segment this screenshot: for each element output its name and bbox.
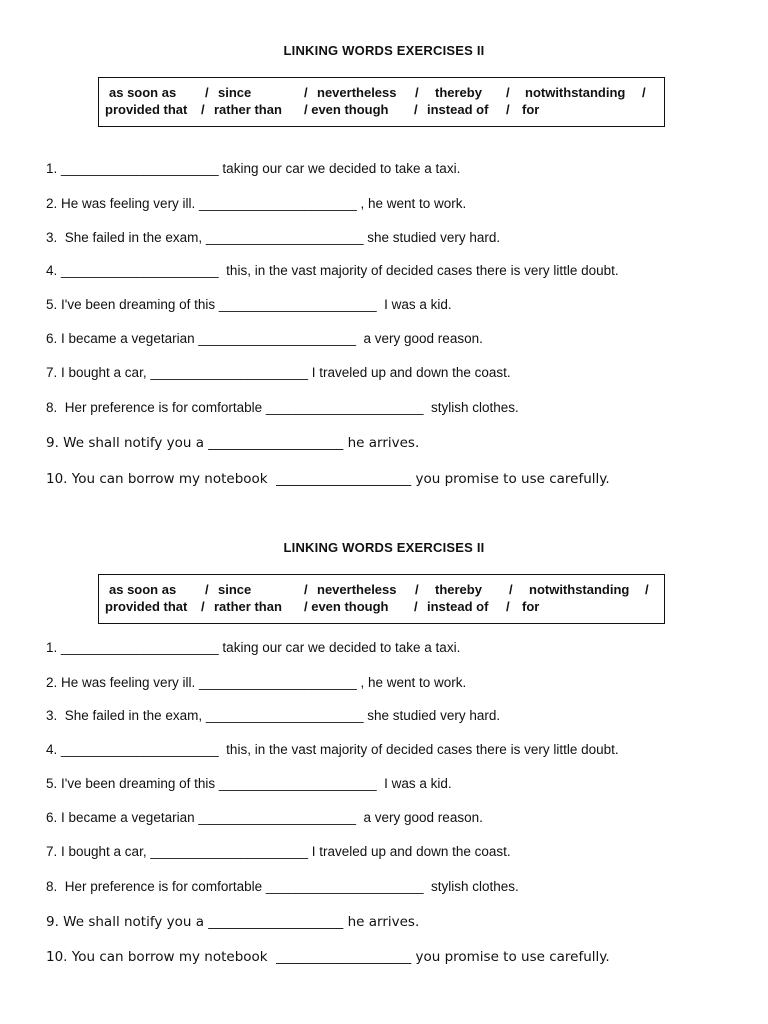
word-bank-word: since bbox=[218, 582, 252, 597]
word-bank-word: instead of bbox=[427, 599, 489, 614]
section-title: LINKING WORDS EXERCISES II bbox=[283, 43, 485, 58]
word-bank-word: notwithstanding bbox=[529, 582, 630, 597]
word-bank-separator: / bbox=[414, 102, 418, 117]
word-bank-row-2 bbox=[99, 599, 664, 616]
word-bank-separator: / bbox=[506, 599, 510, 614]
question-1: 1. _____________________ taking our car we decided to take a taxi. bbox=[46, 640, 461, 655]
word-bank-separator: / bbox=[304, 85, 308, 100]
word-bank-word: for bbox=[522, 102, 540, 117]
word-bank-word: since bbox=[218, 85, 252, 100]
word-bank-word: nevertheless bbox=[317, 85, 397, 100]
word-bank-word: notwithstanding bbox=[525, 85, 626, 100]
word-bank-row-1 bbox=[99, 85, 664, 102]
word-bank-word: for bbox=[522, 599, 540, 614]
word-bank-box bbox=[98, 574, 665, 624]
word-bank-separator: / bbox=[509, 582, 513, 597]
word-bank-box bbox=[98, 77, 665, 127]
question-3: 3. She failed in the exam, _____________________ she studied very hard. bbox=[46, 230, 501, 245]
word-bank-word: provided that bbox=[105, 102, 188, 117]
word-bank-word: / even though bbox=[304, 599, 389, 614]
word-bank-separator: / bbox=[201, 599, 205, 614]
word-bank-word: as soon as bbox=[109, 85, 177, 100]
word-bank-word: rather than bbox=[214, 102, 282, 117]
question-1: 1. _____________________ taking our car we decided to take a taxi. bbox=[46, 161, 461, 176]
question-8: 8. Her preference is for comfortable _____________________ stylish clothes. bbox=[46, 400, 519, 415]
question-4: 4. _____________________ this, in the vast majority of decided cases there is very little doubt. bbox=[46, 263, 619, 278]
word-bank-separator: / bbox=[642, 85, 646, 100]
section-title: LINKING WORDS EXERCISES II bbox=[283, 540, 485, 555]
question-10: 10. You can borrow my notebook ____________________ you promise to use carefully. bbox=[46, 471, 610, 487]
word-bank-word: rather than bbox=[214, 599, 282, 614]
word-bank-separator: / bbox=[201, 102, 205, 117]
word-bank-separator: / bbox=[506, 85, 510, 100]
word-bank-word: provided that bbox=[105, 599, 188, 614]
question-5: 5. I've been dreaming of this _____________________ I was a kid. bbox=[46, 776, 452, 791]
question-7: 7. I bought a car, _____________________ I traveled up and down the coast. bbox=[46, 365, 511, 380]
question-6: 6. I became a vegetarian _____________________ a very good reason. bbox=[46, 331, 483, 346]
question-3: 3. She failed in the exam, _____________________ she studied very hard. bbox=[46, 708, 501, 723]
word-bank-separator: / bbox=[415, 85, 419, 100]
word-bank-word: nevertheless bbox=[317, 582, 397, 597]
question-8: 8. Her preference is for comfortable _____________________ stylish clothes. bbox=[46, 879, 519, 894]
word-bank-separator: / bbox=[205, 85, 209, 100]
word-bank-word: thereby bbox=[435, 582, 482, 597]
word-bank-row-2 bbox=[99, 102, 664, 119]
word-bank-separator: / bbox=[506, 102, 510, 117]
word-bank-separator: / bbox=[415, 582, 419, 597]
question-2: 2. He was feeling very ill. _____________________ , he went to work. bbox=[46, 196, 467, 211]
word-bank-word: instead of bbox=[427, 102, 489, 117]
word-bank-word: / even though bbox=[304, 102, 389, 117]
question-5: 5. I've been dreaming of this _____________________ I was a kid. bbox=[46, 297, 452, 312]
word-bank-separator: / bbox=[645, 582, 649, 597]
question-4: 4. _____________________ this, in the vast majority of decided cases there is very little doubt. bbox=[46, 742, 619, 757]
question-9: 9. We shall notify you a ____________________ he arrives. bbox=[46, 914, 420, 930]
word-bank-row-1 bbox=[99, 582, 664, 599]
word-bank-separator: / bbox=[304, 582, 308, 597]
question-7: 7. I bought a car, _____________________ I traveled up and down the coast. bbox=[46, 844, 511, 859]
question-6: 6. I became a vegetarian _____________________ a very good reason. bbox=[46, 810, 483, 825]
word-bank-word: as soon as bbox=[109, 582, 177, 597]
question-10: 10. You can borrow my notebook ____________________ you promise to use carefully. bbox=[46, 949, 610, 965]
word-bank-word: thereby bbox=[435, 85, 482, 100]
word-bank-separator: / bbox=[205, 582, 209, 597]
word-bank-separator: / bbox=[414, 599, 418, 614]
question-2: 2. He was feeling very ill. _____________________ , he went to work. bbox=[46, 675, 467, 690]
question-9: 9. We shall notify you a ____________________ he arrives. bbox=[46, 435, 420, 451]
